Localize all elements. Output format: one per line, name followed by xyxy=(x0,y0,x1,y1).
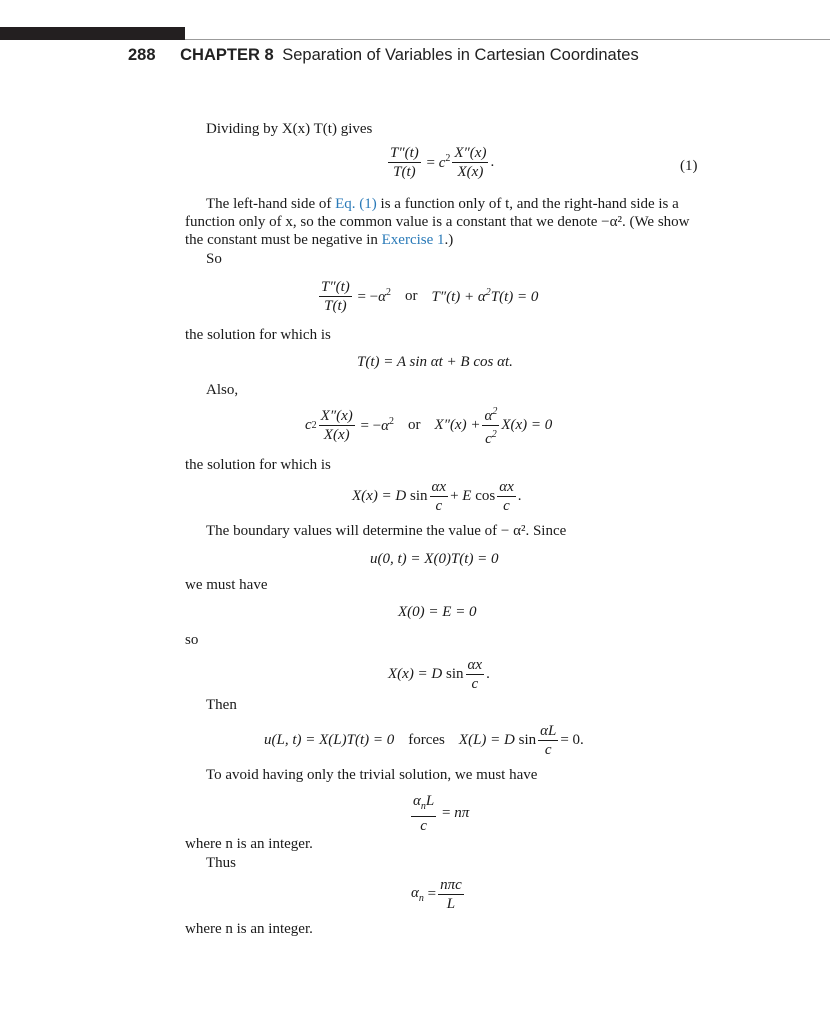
paragraph-solution-x: the solution for which is xyxy=(185,457,331,473)
paragraph-must-have: we must have xyxy=(185,577,268,593)
paragraph-so-2: so xyxy=(185,632,199,648)
chapter-title: Separation of Variables in Cartesian Coordinates xyxy=(282,46,639,64)
equation-number: (1) xyxy=(680,158,698,174)
paragraph-lhs: The left-hand side of Eq. (1) is a function only of t, and the right-hand side is a xyxy=(206,196,679,212)
eq-1-link[interactable]: Eq. (1) xyxy=(335,196,377,212)
paragraph-function: function only of x, so the common value is a constant that we denote −α². (We show xyxy=(185,214,690,230)
equation-alpha-n: $\alpha_n$ = $\frac{\text{nπc}}{L}$ xyxy=(411,877,462,912)
paragraph-also: Also, xyxy=(206,382,239,398)
paragraph-boundary: The boundary values will determine the value of − α². Since xyxy=(206,523,567,539)
header-rule xyxy=(185,39,830,40)
page-header xyxy=(128,46,639,65)
paragraph-constant: the constant must be negative in Exercise 1.) xyxy=(185,232,454,248)
paragraph-integer-2: where n is an integer. xyxy=(185,921,313,937)
equation-1: $\frac{T''(t)}{T(t)}$ = $c^2$ $\frac{X''(x)}{X(x)}$ . xyxy=(390,145,495,180)
paragraph-integer: where n is an integer. xyxy=(185,836,313,852)
paragraph-then: Then xyxy=(206,697,237,713)
page-number: 288 xyxy=(128,46,156,64)
equation-u0: u(0, t) = X(0)T(t) = 0 xyxy=(370,551,499,567)
equation-x0: X(0) = E = 0 xyxy=(398,604,477,620)
equation-ul: u(L, t) = X(L)T(t) = 0 forces X(L) = D sin $\frac{\alpha L}{c}$ = 0. xyxy=(264,723,584,758)
equation-x-solution: X(x) = D sin $\frac{\alpha x}{c}$ + E cos $\frac{\alpha x}{c}$ . xyxy=(352,479,522,514)
paragraph-solution-t: the solution for which is xyxy=(185,327,331,343)
equation-t-solution: T(t) = A sin αt + B cos αt. xyxy=(357,354,513,370)
paragraph-trivial: To avoid having only the trivial solution, we must have xyxy=(206,767,538,783)
paragraph-thus: Thus xyxy=(206,855,236,871)
equation-alpha-condition: $\frac{\alpha_nL}{c}$ = nπ xyxy=(413,793,470,834)
exercise-1-link[interactable]: Exercise 1 xyxy=(381,232,445,248)
equation-x-reduced: X(x) = D sin $\frac{\alpha x}{c}$ . xyxy=(388,657,490,692)
equation-x-ode: c 2 $\frac{X''(x)}{X(x)}$ = $-\alpha^2$ or X″(x) + $\frac{\alpha^2}{c^2}$ X(x) = 0 xyxy=(305,406,553,447)
paragraph-dividing: Dividing by X(x) T(t) gives xyxy=(206,121,373,137)
equation-t-ode: $\frac{T''(t)}{T(t)}$ = $-\alpha^2$ or $T''(t) + \alpha^2T(t) = 0$ xyxy=(321,279,539,314)
header-bar xyxy=(0,27,185,40)
paragraph-so: So xyxy=(206,251,222,267)
chapter-label: CHAPTER 8 xyxy=(180,46,274,64)
